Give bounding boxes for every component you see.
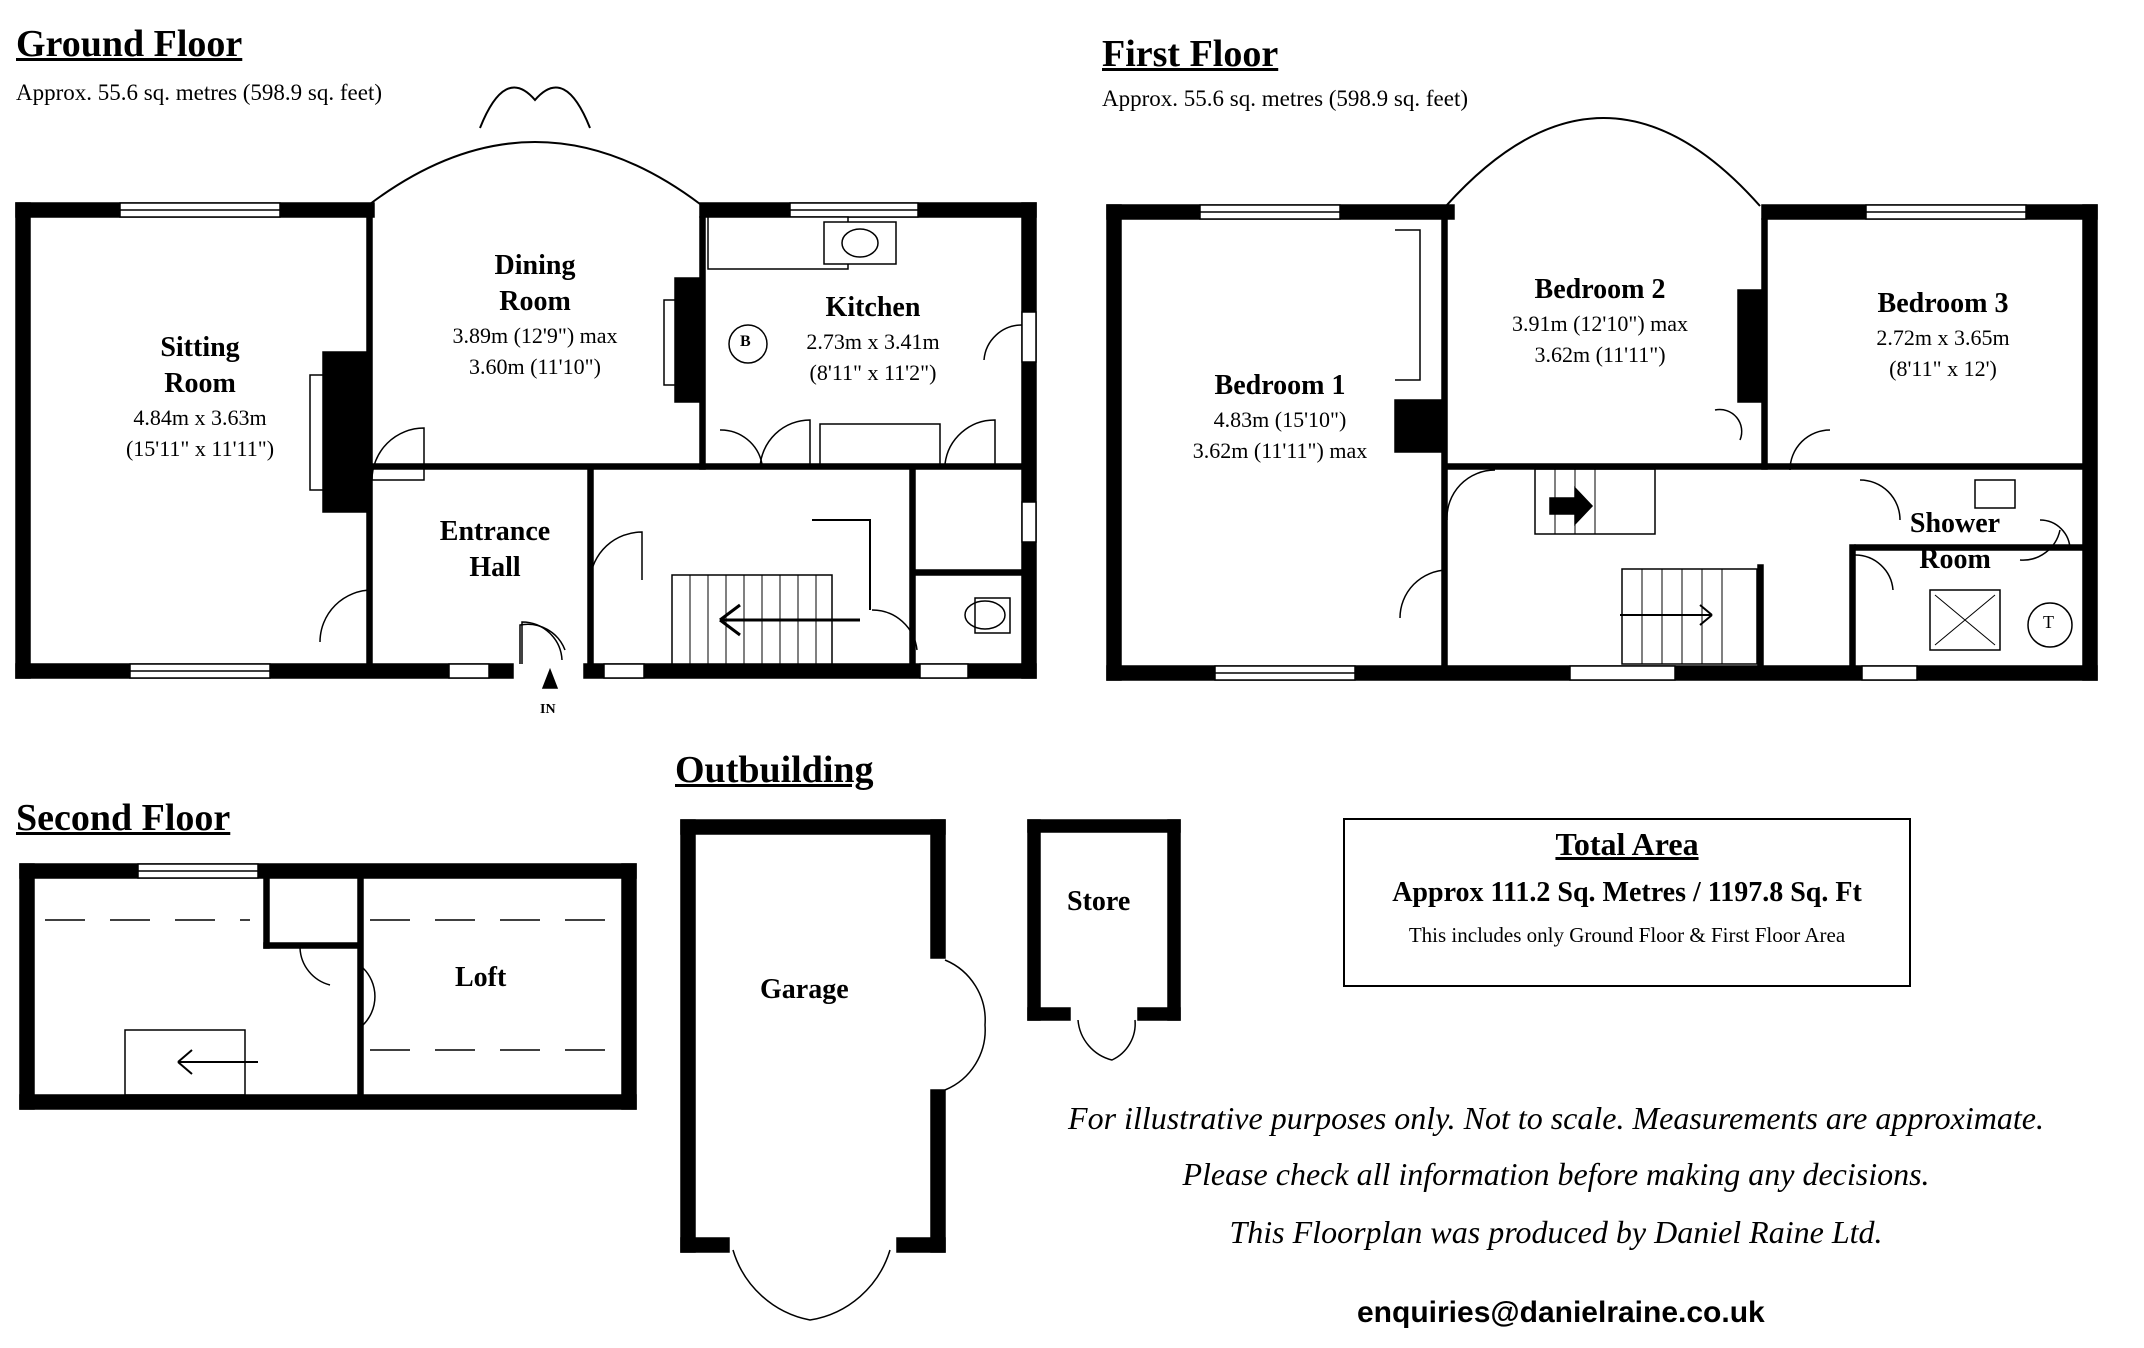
garage-label: Garage xyxy=(760,974,849,1005)
kitchen-dim-1: 2.73m x 3.41m xyxy=(806,329,940,354)
bedroom-1-label xyxy=(1155,368,1405,466)
bedroom-1-dim-1: 4.83m (15'10") xyxy=(1213,407,1347,432)
disclaimer-line-2: Please check all information before making any decisions. xyxy=(1182,1156,1930,1192)
bedroom-1-name: Bedroom 1 xyxy=(1214,370,1346,401)
bedroom-3-dim-2: (8'11" x 12') xyxy=(1889,356,1997,381)
kitchen-label xyxy=(768,290,978,388)
sitting-room-name-2: Room xyxy=(164,368,236,399)
total-area-title: Total Area xyxy=(1555,826,1699,862)
bedroom-3-dim-1: 2.72m x 3.65m xyxy=(1876,325,2010,350)
first-floor-area: Approx. 55.6 sq. metres (598.9 sq. feet) xyxy=(1102,86,1469,111)
outbuilding-title: Outbuilding xyxy=(675,749,874,791)
dining-room-name-2: Room xyxy=(499,286,571,317)
shower-room-label xyxy=(1880,506,2030,578)
store-label: Store xyxy=(1067,886,1131,917)
dining-room-name-1: Dining xyxy=(494,250,576,281)
shower-room-name-1: Shower xyxy=(1909,508,2001,539)
loft-label: Loft xyxy=(455,962,507,993)
disclaimer-line-3: This Floorplan was produced by Daniel Raine Ltd. xyxy=(1229,1214,1883,1250)
kitchen-name: Kitchen xyxy=(825,292,921,323)
second-floor-title: Second Floor xyxy=(16,797,231,839)
ground-floor-area: Approx. 55.6 sq. metres (598.9 sq. feet) xyxy=(16,80,383,105)
total-area-box xyxy=(1343,818,1911,987)
shower-room-name-2: Room xyxy=(1919,544,1991,575)
bedroom-1-dim-2: 3.62m (11'11") max xyxy=(1192,438,1368,463)
bedroom-2-dim-1: 3.91m (12'10") max xyxy=(1511,311,1689,336)
first-floor-title: First Floor xyxy=(1102,33,1279,75)
sitting-room-dim-1: 4.84m x 3.63m xyxy=(133,405,267,430)
sitting-room-dim-2: (15'11" x 11'11") xyxy=(125,436,275,461)
sitting-room-name-1: Sitting xyxy=(160,332,240,363)
entrance-marker: IN xyxy=(540,702,556,717)
bedroom-3-name: Bedroom 3 xyxy=(1877,288,2009,319)
entrance-hall-label xyxy=(400,514,590,586)
total-area-note: This includes only Ground Floor & First Floor Area xyxy=(1408,923,1846,947)
dining-room-dim-2: 3.60m (11'10") xyxy=(469,354,601,379)
total-area-value: Approx 111.2 Sq. Metres / 1197.8 Sq. Ft xyxy=(1392,877,1862,908)
dining-room-dim-1: 3.89m (12'9") max xyxy=(452,323,618,348)
bedroom-3-label xyxy=(1828,286,2058,384)
entrance-hall-name-2: Hall xyxy=(469,552,521,583)
bedroom-2-label xyxy=(1480,272,1720,370)
second-floor-plan xyxy=(20,864,636,1109)
ground-floor-title: Ground Floor xyxy=(16,23,243,65)
sitting-room-label xyxy=(100,330,300,464)
bedroom-2-name: Bedroom 2 xyxy=(1534,274,1666,305)
boiler-symbol: B xyxy=(740,333,751,350)
dining-room-label xyxy=(415,248,655,382)
bedroom-2-dim-2: 3.62m (11'11") xyxy=(1534,342,1666,367)
toilet-symbol: T xyxy=(2043,612,2054,632)
disclaimer-line-1: For illustrative purposes only. Not to scale. Measurements are approximate. xyxy=(1068,1100,2044,1136)
contact-email[interactable]: enquiries@danielraine.co.uk xyxy=(1357,1296,1765,1329)
entrance-hall-name-1: Entrance xyxy=(439,516,551,547)
kitchen-dim-2: (8'11" x 11'2") xyxy=(809,360,937,385)
